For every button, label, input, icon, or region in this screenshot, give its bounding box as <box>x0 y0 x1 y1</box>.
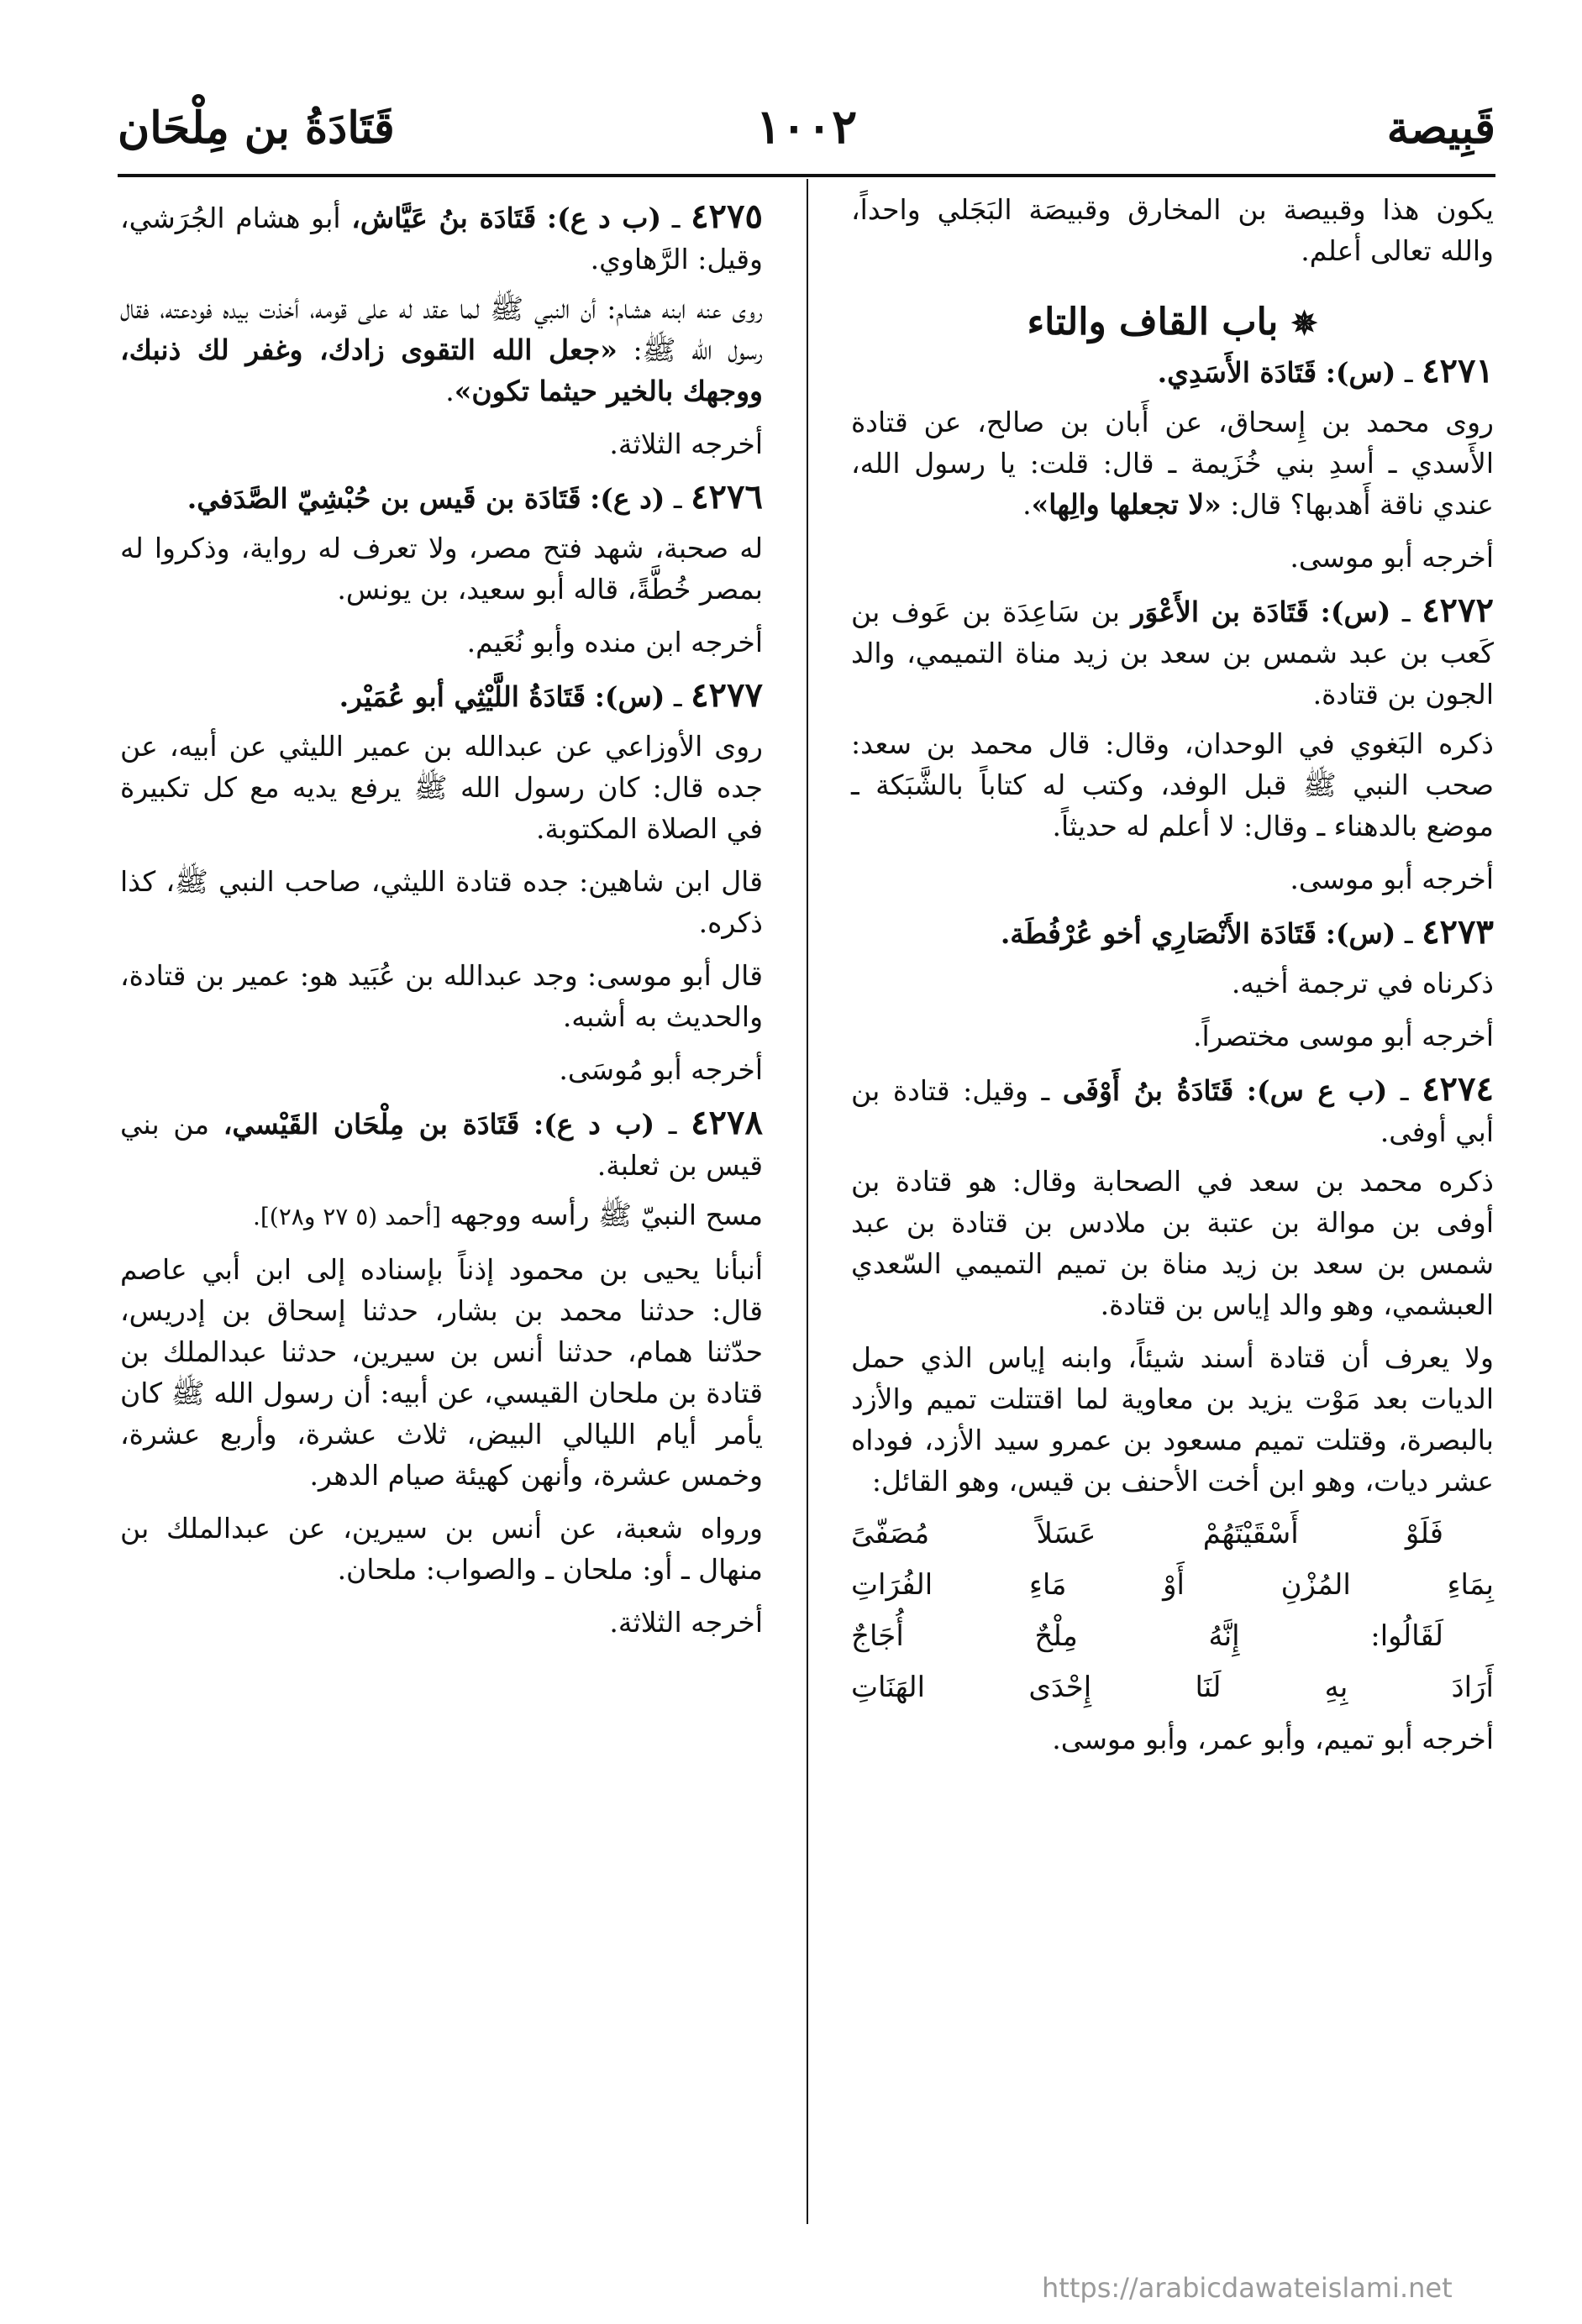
source-symbols: (س): <box>1325 917 1396 950</box>
entry-paragraph: ورواه شعبة، عن أنس بن سيرين، عن عبدالملك بن منهال ـ أو: ملحان ـ والصواب: ملحان. <box>120 1512 763 1586</box>
entry-name-continuation: أبو هشام الجُرَشي، وقيل: الرَّهاوي. <box>120 202 763 275</box>
entry-4275: ٤٢٧٥ ـ (ب د ع): قَتَادَة بنُ عَيَّاش، أبو هشام الجُرَشي، وقيل: الرَّهاوي. <box>120 197 763 275</box>
entry-4272: ٤٢٧٢ ـ (س): قَتَادَة بن الأَعْوَر بن سَاعِدَة بن عَوف بن كَعب بن عبد شمس بن سعد بن زيد مناة التميمي، والد الجون بن قتادة. <box>851 590 1494 711</box>
poem-verse-line: فَلَوْ أَسْقَيْتَهُمْ عَسَلاً مُصَفّىً <box>851 1517 1443 1550</box>
entry-4273: ٤٢٧٣ ـ (س): قَتَادَة الأَنْصَارِي أخو عُرْفُطَة. <box>1000 912 1494 952</box>
entry-4276: ٤٢٧٦ ـ (د ع): قَتَادَة بن قَيس بن حُبْشِيّ الصَّدَفي. <box>187 477 763 517</box>
source-symbols: (س): <box>1320 595 1391 628</box>
entry-name: قَتَادَةُ بنُ أَوْفَى <box>1062 1074 1234 1107</box>
running-header <box>118 94 1495 170</box>
source-symbols: (د ع): <box>590 482 665 515</box>
entry-paragraph: ذكره محمد بن سعد في الصحابة وقال: هو قتادة بن أوفى بن موالة بن عتبة بن ملادس بن قتادة بن عبد شمس بن سعد بن زيد مناة بن تميم التميمي السّعدي العبشمي، وهو والد إياس بن قتادة. <box>851 1165 1494 1321</box>
entry-paragraph: أخرجه أبو تميم، وأبو عمر، وأبو موسى. <box>1052 1723 1494 1755</box>
entry-paragraph: ذكرناه في ترجمة أخيه. <box>1231 967 1494 999</box>
entry-number: ٤٢٧٨ <box>691 1103 763 1142</box>
paragraph-end: . <box>445 375 455 407</box>
intro-paragraph: يكون هذا وقبيصة بن المخارق وقبيصَة البَجَلي واحداً، والله تعالى أعلم. <box>851 193 1494 267</box>
reference-citation: [أحمد (٥ ٢٧ و٢٨)]. <box>252 1203 441 1230</box>
entry-number: ٤٢٧٦ <box>691 477 763 517</box>
left-column <box>120 189 763 1655</box>
reference-line <box>120 1194 763 1237</box>
entry-paragraph <box>120 288 763 412</box>
entry-number: ٤٢٧٣ <box>1422 912 1494 952</box>
entry-paragraph: قال ابن شاهين: جده قتادة الليثي، صاحب النبي ﷺ، كذا ذكره. <box>120 865 763 939</box>
entry-number: ٤٢٧٥ <box>691 197 763 236</box>
entry-paragraph <box>851 401 1494 525</box>
source-symbols: (ب ع س): <box>1246 1074 1388 1107</box>
column-divider <box>807 179 808 2224</box>
entry-number: ٤٢٧٢ <box>1422 590 1494 630</box>
right-column <box>851 189 1494 1771</box>
entry-name: قَتَادَة بن مِلْحَان القَيْسي، <box>223 1108 520 1141</box>
hadith-quote: «لا تجعلها والِها» <box>1031 488 1222 521</box>
entry-paragraph: له صحبة، شهد فتح مصر، ولا تعرف له رواية، وذكروا له بمصر خُطَّةً، قاله أبو سعيد، بن يونس. <box>120 532 763 606</box>
entry-paragraph: ذكره البَغوي في الوحدان، وقال: قال محمد بن سعد: صحب النبي ﷺ قبل الوفد، وكتب له كتاباً بالشَّبَكة ـ موضع بالدهناء ـ وقال: لا أعلم له حديثاً. <box>851 727 1494 842</box>
poem-verse-line: لَقَالُوا: إِنَّهُ مِلْحٌ أُجَاجٌ <box>851 1619 1443 1653</box>
entry-name-continuation: من بني قيس بن ثعلبة. <box>120 1108 763 1182</box>
entry-paragraph: أخرجه أبو موسى. <box>1290 541 1494 574</box>
reference-text: مسح النبيّ ﷺ رأسه ووجهه <box>441 1199 763 1231</box>
entry-4271: ٤٢٧١ ـ (س): قَتَادَة الأَسَدِي. <box>1157 351 1494 391</box>
entry-name-continuation: ـ وقيل: قتادة بن أبي أوفى. <box>851 1074 1494 1148</box>
entry-4278: ٤٢٧٨ ـ (ب د ع): قَتَادَة بن مِلْحَان القَيْسي، من بني قيس بن ثعلبة. <box>120 1103 763 1182</box>
paragraph-end: . <box>1022 488 1032 521</box>
entry-paragraph: أخرجه الثلاثة. <box>609 428 763 460</box>
source-symbols: (س): <box>594 680 665 713</box>
entry-paragraph: أخرجه ابن منده وأبو نُعَيم. <box>466 626 763 658</box>
source-symbols: (ب د ع): <box>546 202 662 234</box>
entry-number: ٤٢٧٤ <box>1422 1069 1494 1109</box>
chapter-heading <box>851 302 1494 344</box>
entry-paragraph: أخرجه أبو موسى. <box>1290 863 1494 895</box>
header-right-title: قَبِيصة <box>1386 102 1495 154</box>
paragraph-text: روى محمد بن إِسحاق، عن أَبان بن صالح، عن قتادة الأَسدي ـ أسدِ بني خُزَيمة ـ قال: قلت: يا رسول الله، عندي ناقة أَهدبها؟ قال: <box>851 406 1494 521</box>
entry-number: ٤٢٧١ <box>1422 351 1494 391</box>
chapter-title: باب القاف والتاء <box>1027 301 1279 344</box>
entry-name: قَتَادَة الأَسَدِي. <box>1157 356 1317 389</box>
entry-paragraph: أخرجه الثلاثة. <box>609 1606 763 1639</box>
source-watermark: https://arabicdawateislami.net <box>1042 2272 1453 2304</box>
entry-name: قَتَادَة الأَنْصَارِي أخو عُرْفُطَة. <box>1000 917 1317 950</box>
poem-verse-line: أَرَادَ بِهِ لَنَا إِحْدَى الهَنَاتِ <box>851 1671 1494 1704</box>
entry-paragraph: أنبأنا يحيى بن محمود إذناً بإسناده إلى ابن أبي عاصم قال: حدثنا محمد بن بشار، حدثنا إسحاق بن إدريس، حدّثنا همام، حدثنا أنس بن سيرين، حدثنا عبدالملك بن قتادة بن ملحان القيسي، عن أبيه: أن رسول الله ﷺ كان يأمر أيام الليالي البيض، ثلاث عشرة، وأربع عشرة، وخمس عشرة، وأنهن كهيئة صيام الدهر. <box>120 1253 763 1492</box>
paragraph-text: روى عنه ابنه هشام: أن النبي ﷺ لما عقد له على قومه، أخذت بيده فودعته، فقال رسول الله ﷺ: <box>120 292 764 366</box>
source-symbols: (ب د ع): <box>533 1108 655 1141</box>
entry-paragraph: ولا يعرف أن قتادة أسند شيئاً، وابنه إياس الذي حمل الديات بعد مَوْت يزيد بن معاوية لما اقتتلت تميم والأزد بالبصرة، وقتلت تميم مسعود بن عمرو سيد الأزد، فوداه عشر ديات، وهو ابن أخت الأحنف بن قيس، وهو القائل: <box>851 1341 1494 1498</box>
header-left-title: قَتَادَةُ بن مِلْحَان <box>118 102 395 154</box>
poem-verse-line: بِمَاءِ المُزْنِ أَوْ مَاءِ الفُرَاتِ <box>851 1568 1494 1602</box>
entry-name: قَتَادَة بن قَيس بن حُبْشِيّ الصَّدَفي. <box>187 482 581 515</box>
entry-paragraph: قال أبو موسى: وجد عبدالله بن عُبَيد هو: عمير بن قتادة، والحديث به أشبه. <box>120 959 763 1033</box>
entry-4277: ٤٢٧٧ ـ (س): قَتَادَةُ اللَّيْثِي أبو عُمَيْر. <box>339 675 763 715</box>
entry-paragraph: روى الأوزاعي عن عبدالله بن عمير الليثي عن أبيه، عن جده قال: كان رسول الله ﷺ يرفع يديه مع كل تكبيرة في الصلاة المكتوبة. <box>120 730 763 845</box>
entry-paragraph: أخرجه أبو مُوسَى. <box>559 1053 763 1086</box>
entry-4274: ٤٢٧٤ ـ (ب ع س): قَتَادَةُ بنُ أَوْفَى ـ وقيل: قتادة بن أبي أوفى. <box>851 1069 1494 1148</box>
hadith-quote: «جعل الله التقوى زادك، وغفر لك ذنبك، ووجهك بالخير حيثما تكون» <box>120 333 763 407</box>
entry-name: قَتَادَةُ اللَّيْثِي أبو عُمَيْر. <box>339 680 586 713</box>
entry-name: قَتَادَة بنُ عَيَّاش، <box>351 202 537 234</box>
entry-name-continuation: بن سَاعِدَة بن عَوف بن كَعب بن عبد شمس بن سعد بن زيد مناة التميمي، والد الجون بن قتادة. <box>851 595 1494 711</box>
star-ornament-icon: ✵ <box>1290 304 1318 342</box>
page-number: ١٠٠٢ <box>755 99 858 155</box>
header-rule <box>118 174 1495 177</box>
entry-number: ٤٢٧٧ <box>691 675 763 715</box>
entry-paragraph: أخرجه أبو موسى مختصراً. <box>1192 1020 1494 1052</box>
entry-name: قَتَادَة بن الأَعْوَر <box>1131 595 1310 628</box>
source-symbols: (س): <box>1325 356 1396 389</box>
